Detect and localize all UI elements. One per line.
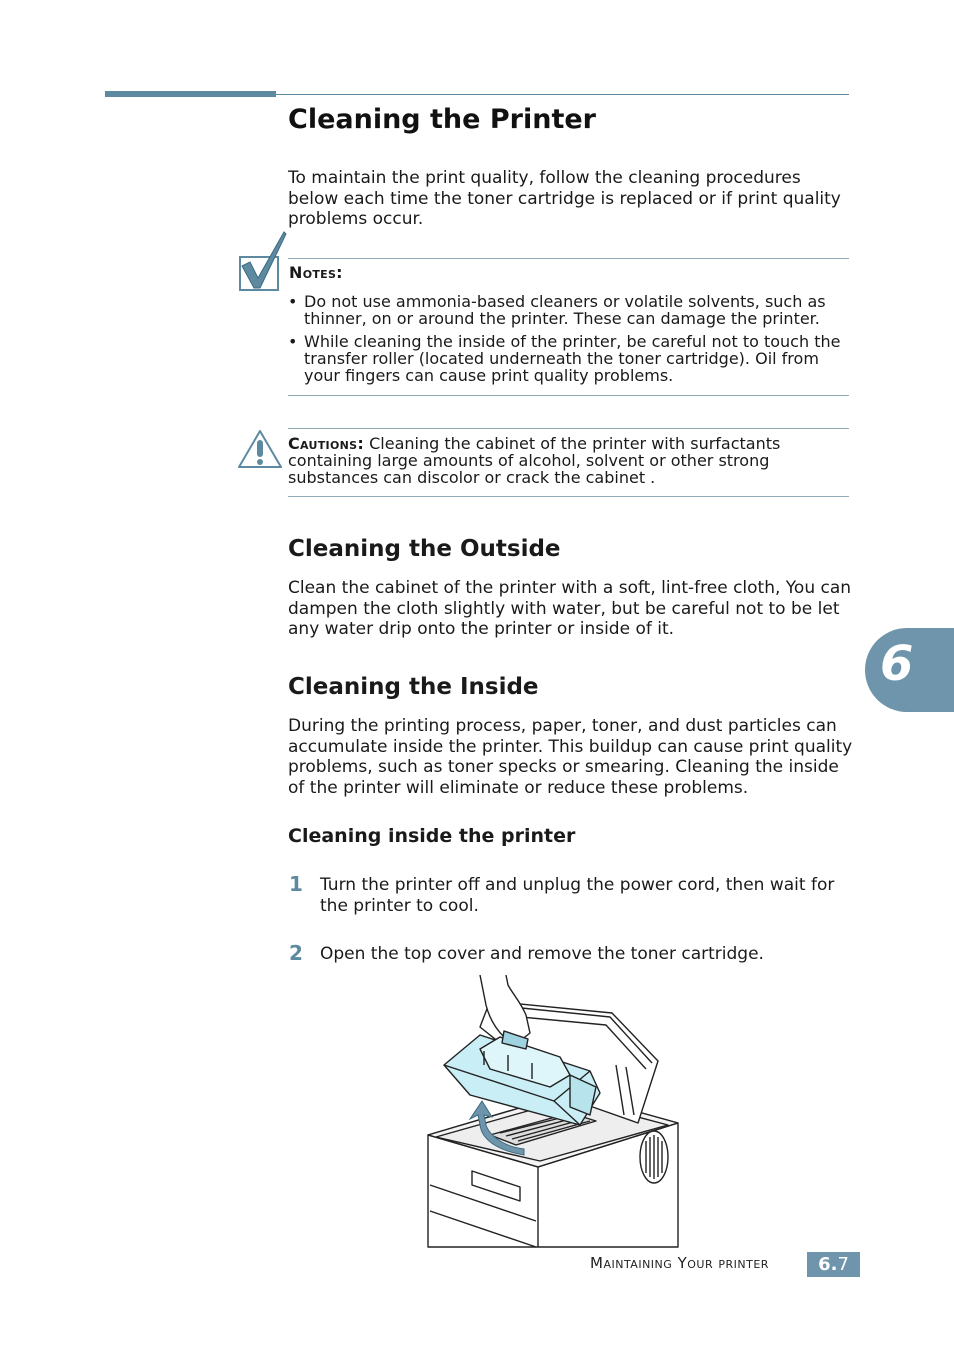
list-item: • Do not use ammonia-based cleaners or volatile solvents, such as thinner, on or around the printer. These can damage the printer.	[288, 292, 826, 328]
header-rule-thin	[276, 94, 849, 95]
header-rule-thick	[105, 91, 276, 97]
page-number: 6.7	[807, 1252, 860, 1277]
bullet-icon: •	[288, 332, 298, 351]
outside-paragraph: Clean the cabinet of the printer with a soft, lint-free cloth, You can dampen the cloth slightly with water, but be careful not to be let any water drip onto the printer or inside of it.	[288, 578, 852, 639]
checkmark-icon	[236, 230, 288, 294]
page-title: Cleaning the Printer	[288, 104, 596, 135]
bullet-icon: •	[288, 292, 298, 311]
warning-icon	[236, 428, 284, 470]
procedure-heading: Cleaning inside the printer	[288, 825, 576, 847]
step-text: Turn the printer off and unplug the power cord, then wait for the printer to cool.	[320, 875, 835, 916]
notes-top-rule	[288, 258, 849, 259]
step-number: 1	[289, 872, 303, 896]
notes-list	[288, 293, 853, 390]
printer-illustration	[420, 975, 690, 1250]
list-item: • While cleaning the inside of the printer, be careful not to touch the transfer roller (located underneath the toner cartridge). Oil from your fingers can cause print quality problems.	[288, 332, 841, 385]
caution-heading: Cautions:	[288, 434, 365, 453]
notes-bottom-rule	[288, 395, 849, 396]
chapter-number: 6	[880, 636, 914, 692]
caution-text: Cleaning the cabinet of the printer with surfactants containing large amounts of alcohol, solvent or other strong substances can discolor or crack the cabinet .	[288, 434, 781, 487]
inside-paragraph: During the printing process, paper, toner, and dust particles can accumulate inside the printer. This buildup can cause print quality problems, such as toner specks or smearing. Cleaning the inside of the printer will eliminate or reduce these problems.	[288, 716, 853, 798]
section-heading-outside: Cleaning the Outside	[288, 536, 561, 562]
step-text: Open the top cover and remove the toner cartridge.	[320, 944, 764, 964]
section-heading-inside: Cleaning the Inside	[288, 674, 539, 700]
footer-section-title: Maintaining Your printer	[590, 1254, 769, 1272]
caution-bottom-rule	[288, 496, 849, 497]
step-number: 2	[289, 941, 303, 965]
caution-paragraph	[288, 435, 850, 486]
notes-heading: Notes:	[289, 263, 343, 282]
caution-top-rule	[288, 428, 849, 429]
intro-paragraph: To maintain the print quality, follow the cleaning procedures below each time the toner cartridge is replaced or if print quality problems occur.	[288, 168, 841, 229]
